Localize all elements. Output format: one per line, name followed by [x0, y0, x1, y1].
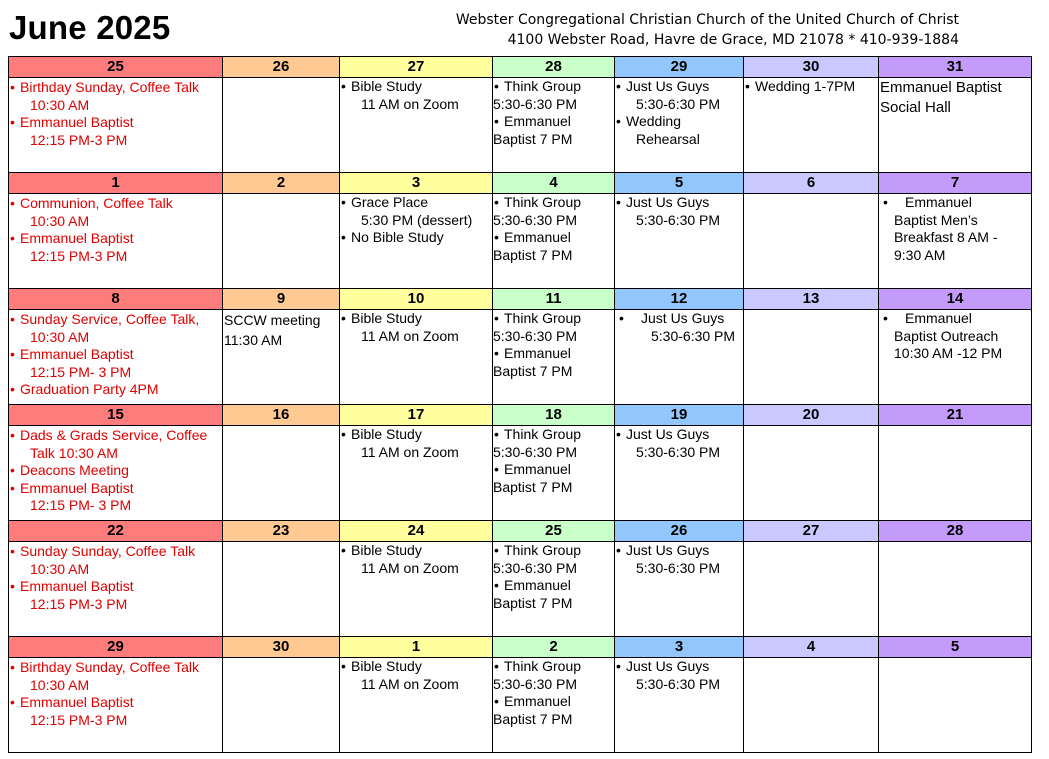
day-cell-tue — [340, 78, 493, 173]
day-number: 4 — [744, 637, 879, 658]
week-events-row — [9, 426, 1032, 521]
event-detail: 10:30 AM — [30, 212, 90, 229]
event-item[interactable] — [9, 381, 222, 399]
event-title: Emmanuel Baptist — [20, 578, 134, 594]
event-detail: 10:30 AM -12 PM — [894, 345, 1003, 361]
event-title: Emmanuel Baptist — [20, 479, 134, 496]
day-number: 1 — [340, 637, 493, 658]
event-title: Sunday Sunday, Coffee Talk — [20, 543, 196, 559]
event-detail: 5:30-6:30 PM — [651, 327, 736, 344]
event-detail: 5:30 PM (dessert) — [361, 211, 473, 228]
day-number: 29 — [615, 57, 744, 78]
day-cell-thu — [615, 426, 744, 521]
day-number: 28 — [493, 57, 615, 78]
event-title: Wedding 1-7PM — [755, 78, 856, 94]
event-item[interactable] — [615, 194, 743, 229]
event-detail: 11 AM on Zoom — [361, 327, 459, 344]
event-item[interactable] — [340, 426, 492, 461]
week-events-row — [9, 78, 1032, 173]
day-number: 9 — [223, 289, 340, 310]
event-title: Emmanuel Baptist — [20, 230, 134, 246]
event-item[interactable] — [9, 79, 222, 114]
week-header-row — [9, 637, 1032, 658]
day-cell-thu — [615, 542, 744, 637]
church-info — [456, 10, 959, 50]
event-detail: 5:30-6:30 PM — [493, 559, 578, 576]
event-title: Dads & Grads Service, Coffee — [20, 427, 208, 443]
event-text[interactable]: SCCW meeting — [224, 312, 321, 328]
event-title: Deacons Meeting — [20, 462, 129, 478]
event-item[interactable] — [9, 543, 222, 578]
day-cell-sat — [879, 194, 1032, 289]
event-title: Emmanuel Baptist — [20, 114, 134, 130]
event-title: Communion, Coffee Talk — [20, 195, 173, 211]
event-detail: Rehearsal — [636, 130, 700, 147]
event-title: Think Group — [504, 658, 582, 674]
event-item[interactable] — [9, 462, 222, 480]
event-item[interactable] — [615, 78, 743, 113]
event-detail: Baptist 7 PM — [493, 594, 573, 611]
day-number: 10 — [340, 289, 493, 310]
event-item[interactable] — [9, 659, 222, 694]
day-number: 4 — [493, 173, 615, 194]
day-number: 1 — [9, 173, 223, 194]
event-item[interactable] — [615, 542, 743, 577]
day-number: 30 — [744, 57, 879, 78]
event-title: Emmanuel Baptist — [20, 346, 134, 362]
event-title: Think Group — [504, 542, 582, 558]
event-title: Just Us Guys — [626, 194, 710, 210]
event-item[interactable] — [493, 78, 614, 113]
event-detail: 11 AM on Zoom — [361, 443, 459, 460]
event-item[interactable] — [493, 658, 614, 693]
day-number: 7 — [879, 173, 1032, 194]
event-detail: Baptist 7 PM — [493, 362, 573, 379]
event-detail: Baptist 7 PM — [493, 710, 573, 727]
event-detail: 12:15 PM-3 PM — [30, 247, 128, 264]
day-number: 30 — [223, 637, 340, 658]
event-item[interactable] — [615, 310, 743, 345]
event-item[interactable] — [493, 345, 614, 380]
event-title: Sunday Service, Coffee Talk, — [20, 311, 200, 327]
day-cell-sun — [9, 542, 223, 637]
event-item[interactable] — [615, 113, 743, 148]
calendar-grid — [8, 56, 1032, 753]
event-text[interactable]: Social Hall — [880, 99, 951, 116]
day-number: 19 — [615, 405, 744, 426]
event-item[interactable] — [493, 194, 614, 229]
event-title: Grace Place — [351, 194, 429, 210]
day-number: 18 — [493, 405, 615, 426]
day-cell-sun — [9, 310, 223, 405]
event-detail: 12:15 PM-3 PM — [30, 595, 128, 612]
day-cell-fri — [744, 542, 879, 637]
day-cell-fri — [744, 310, 879, 405]
day-number: 11 — [493, 289, 615, 310]
day-cell-mon — [223, 194, 340, 289]
event-detail: 5:30-6:30 PM — [636, 95, 721, 112]
event-title: Just Us Guys — [641, 310, 725, 326]
day-cell-wed — [493, 658, 615, 753]
event-detail: 10:30 AM — [30, 676, 90, 693]
event-detail: 12:15 PM-3 PM — [30, 711, 128, 728]
week-header-row — [9, 173, 1032, 194]
day-number: 2 — [223, 173, 340, 194]
event-detail: 12:15 PM- 3 PM — [30, 497, 132, 513]
event-item[interactable] — [9, 195, 222, 230]
event-detail: 12:15 PM-3 PM — [30, 131, 128, 148]
day-cell-tue — [340, 194, 493, 289]
day-cell-fri — [744, 426, 879, 521]
day-cell-sat — [879, 310, 1032, 405]
event-title: Emmanuel — [504, 577, 571, 593]
event-item[interactable] — [879, 310, 1031, 363]
event-item[interactable] — [9, 346, 222, 381]
event-detail: Breakfast 8 AM - — [894, 229, 998, 245]
event-detail: 11 AM on Zoom — [361, 95, 459, 112]
event-item[interactable] — [340, 658, 492, 693]
event-detail: 5:30-6:30 PM — [493, 95, 578, 112]
day-cell-sun — [9, 78, 223, 173]
event-detail: 12:15 PM- 3 PM — [30, 363, 132, 380]
event-title: Think Group — [504, 78, 582, 94]
event-title: Emmanuel — [905, 310, 972, 326]
day-number: 20 — [744, 405, 879, 426]
day-cell-thu — [615, 78, 744, 173]
event-item[interactable] — [340, 310, 492, 345]
event-item[interactable] — [493, 310, 614, 345]
event-title: Just Us Guys — [626, 426, 710, 442]
church-name: Webster Congregational Christian Church of the United Church of Christ — [455, 12, 959, 28]
day-number: 28 — [879, 521, 1032, 542]
week-header-row — [9, 521, 1032, 542]
event-detail: 5:30-6:30 PM — [636, 443, 721, 460]
event-title: Just Us Guys — [626, 658, 710, 674]
event-item[interactable] — [9, 427, 222, 462]
day-number: 5 — [615, 173, 744, 194]
event-detail: 10:30 AM — [30, 328, 90, 345]
event-detail: Baptist Men’s — [894, 211, 978, 228]
event-detail: 5:30-6:30 PM — [493, 443, 578, 460]
week-header-row — [9, 405, 1032, 426]
event-detail: 11 AM on Zoom — [361, 675, 459, 692]
week-header-row — [9, 289, 1032, 310]
event-text[interactable]: 11:30 AM — [224, 331, 283, 348]
day-cell-mon — [223, 310, 340, 405]
event-item[interactable] — [9, 480, 222, 515]
event-item[interactable] — [340, 194, 492, 229]
church-address: 4100 Webster Road, Havre de Grace, MD 21078 * 410-939-1884 — [507, 32, 959, 48]
day-number: 24 — [340, 521, 493, 542]
day-number: 25 — [9, 57, 223, 78]
event-text[interactable]: Emmanuel Baptist — [880, 79, 1002, 96]
day-number: 29 — [9, 637, 223, 658]
event-title: Bible Study — [351, 78, 422, 94]
day-number: 15 — [9, 405, 223, 426]
event-item[interactable] — [493, 542, 614, 577]
page-title: June 2025 — [9, 9, 171, 46]
event-title: Emmanuel — [504, 461, 571, 477]
day-cell-sat — [879, 542, 1032, 637]
event-item[interactable] — [493, 693, 614, 728]
event-item[interactable] — [9, 578, 222, 613]
week-events-row — [9, 194, 1032, 289]
day-cell-tue — [340, 542, 493, 637]
day-cell-sat — [879, 658, 1032, 753]
day-cell-wed — [493, 310, 615, 405]
event-title: Bible Study — [351, 542, 422, 558]
event-title: Wedding — [626, 113, 682, 129]
event-detail: Talk 10:30 AM — [30, 444, 118, 461]
day-number: 8 — [9, 289, 223, 310]
event-item[interactable] — [493, 113, 614, 148]
day-number: 17 — [340, 405, 493, 426]
event-detail: 11 AM on Zoom — [361, 559, 459, 576]
day-cell-sun — [9, 426, 223, 521]
event-item[interactable] — [493, 426, 614, 461]
event-item[interactable] — [340, 542, 492, 577]
event-item[interactable] — [615, 658, 743, 693]
week-events-row — [9, 542, 1032, 637]
event-title: Emmanuel — [504, 113, 571, 129]
day-number: 23 — [223, 521, 340, 542]
event-title: Birthday Sunday, Coffee Talk — [20, 79, 199, 95]
event-title: Emmanuel — [504, 229, 571, 245]
event-detail: Baptist 7 PM — [493, 130, 573, 147]
event-item[interactable] — [9, 311, 222, 346]
event-item[interactable] — [340, 78, 492, 113]
day-number: 27 — [340, 57, 493, 78]
day-cell-sun — [9, 658, 223, 753]
event-item[interactable] — [493, 461, 614, 496]
day-cell-thu — [615, 194, 744, 289]
day-cell-fri — [744, 658, 879, 753]
day-number: 3 — [615, 637, 744, 658]
event-detail: Baptist Outreach — [894, 327, 999, 344]
day-cell-mon — [223, 658, 340, 753]
event-title: Think Group — [504, 310, 582, 326]
event-title: Just Us Guys — [626, 78, 710, 94]
event-detail: Baptist 7 PM — [493, 478, 573, 495]
event-title: Emmanuel Baptist — [20, 694, 134, 710]
event-detail: Baptist 7 PM — [493, 246, 573, 263]
day-number: 31 — [879, 57, 1032, 78]
day-number: 13 — [744, 289, 879, 310]
event-item[interactable] — [9, 694, 222, 729]
day-number: 14 — [879, 289, 1032, 310]
day-cell-thu — [615, 658, 744, 753]
day-number: 26 — [615, 521, 744, 542]
week-events-row — [9, 310, 1032, 405]
day-cell-fri — [744, 78, 879, 173]
event-detail: 5:30-6:30 PM — [493, 211, 578, 228]
day-cell-sat — [879, 78, 1032, 173]
day-cell-mon — [223, 426, 340, 521]
day-cell-mon — [223, 78, 340, 173]
event-title: Graduation Party 4PM — [20, 381, 159, 397]
event-detail: 5:30-6:30 PM — [636, 675, 721, 692]
day-number: 6 — [744, 173, 879, 194]
day-cell-wed — [493, 542, 615, 637]
day-number: 5 — [879, 637, 1032, 658]
event-item[interactable] — [493, 229, 614, 264]
day-cell-tue — [340, 310, 493, 405]
event-title: Bible Study — [351, 310, 422, 326]
event-item[interactable] — [9, 230, 222, 265]
day-number: 3 — [340, 173, 493, 194]
day-number: 25 — [493, 521, 615, 542]
event-detail: 10:30 AM — [30, 96, 90, 113]
event-detail: 9:30 AM — [894, 246, 946, 263]
day-cell-mon — [223, 542, 340, 637]
event-title: Emmanuel — [504, 693, 571, 709]
event-item[interactable] — [744, 78, 878, 96]
event-item[interactable] — [879, 194, 1031, 264]
event-item[interactable] — [493, 577, 614, 612]
event-detail: 5:30-6:30 PM — [636, 211, 721, 228]
day-number: 12 — [615, 289, 744, 310]
day-number: 22 — [9, 521, 223, 542]
event-title: No Bible Study — [351, 229, 444, 245]
day-cell-sun — [9, 194, 223, 289]
day-cell-thu — [615, 310, 744, 405]
day-cell-wed — [493, 78, 615, 173]
day-cell-wed — [493, 194, 615, 289]
day-number: 26 — [223, 57, 340, 78]
event-item[interactable] — [9, 114, 222, 149]
day-cell-tue — [340, 658, 493, 753]
day-cell-wed — [493, 426, 615, 521]
event-title: Emmanuel — [504, 345, 571, 361]
event-title: Bible Study — [351, 426, 422, 442]
event-title: Birthday Sunday, Coffee Talk — [20, 659, 199, 675]
event-detail: 5:30-6:30 PM — [493, 675, 578, 692]
day-number: 16 — [223, 405, 340, 426]
week-events-row — [9, 658, 1032, 753]
event-detail: 10:30 AM — [30, 560, 90, 577]
event-detail: 5:30-6:30 PM — [636, 559, 721, 576]
day-number: 27 — [744, 521, 879, 542]
day-number: 2 — [493, 637, 615, 658]
event-title: Emmanuel — [905, 194, 972, 210]
day-cell-tue — [340, 426, 493, 521]
day-cell-fri — [744, 194, 879, 289]
event-item[interactable] — [615, 426, 743, 461]
day-number: 21 — [879, 405, 1032, 426]
week-header-row — [9, 57, 1032, 78]
event-title: Think Group — [504, 426, 582, 442]
event-item[interactable] — [340, 229, 492, 247]
day-cell-sat — [879, 426, 1032, 521]
event-title: Just Us Guys — [626, 542, 710, 558]
event-title: Think Group — [504, 194, 582, 210]
event-detail: 5:30-6:30 PM — [493, 327, 578, 344]
event-title: Bible Study — [351, 658, 422, 674]
